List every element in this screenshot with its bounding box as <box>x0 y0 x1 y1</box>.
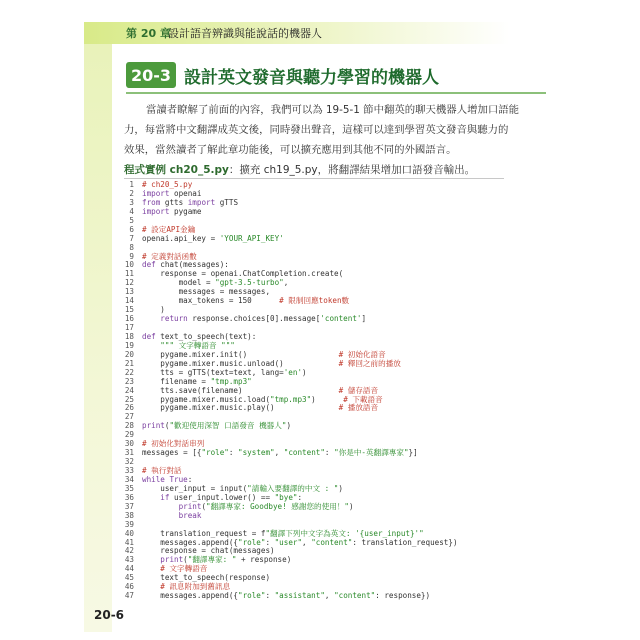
code-text: model = "gpt-3.5-turbo", <box>142 278 289 288</box>
code-line <box>124 315 504 324</box>
line-number: 26 <box>124 403 134 413</box>
code-text: # 文字轉語音 <box>142 564 208 574</box>
section-number-badge <box>126 62 176 88</box>
code-text: tts = gTTS(text=text, lang='en') <box>142 367 307 377</box>
line-number: 39 <box>124 519 134 529</box>
line-number: 2 <box>129 188 134 198</box>
code-text: # 初始化對話串列 <box>142 439 205 449</box>
line-number: 32 <box>124 457 134 467</box>
code-line <box>124 592 504 601</box>
section-title: 設計英文發音與聽力學習的機器人 <box>184 68 439 88</box>
line-number: 43 <box>124 555 134 565</box>
line-number: 37 <box>124 501 134 511</box>
line-number: 38 <box>124 510 134 520</box>
chapter-label: 第 20 章 <box>126 27 171 40</box>
line-number: 34 <box>124 474 134 484</box>
line-number: 4 <box>129 206 134 216</box>
code-text: print("歡迎使用深智 口語發音 機器人") <box>142 421 292 431</box>
line-number: 36 <box>124 492 134 502</box>
code-line <box>124 404 504 413</box>
line-number: 29 <box>124 430 134 440</box>
code-text: pygame.mixer.music.load("tmp.mp3") # 下載語音 <box>142 394 383 404</box>
code-text: # 定義對話函數 <box>142 251 197 261</box>
line-number: 31 <box>124 448 134 458</box>
code-text: messages.append({"role": "user", "content": translation_request}) <box>142 537 458 547</box>
page-number: 20-6 <box>94 608 125 622</box>
code-text: filename = "tmp.mp3" <box>142 376 252 386</box>
line-number: 44 <box>124 564 134 574</box>
line-number: 14 <box>124 296 134 306</box>
code-text: openai.api_key = 'YOUR_API_KEY' <box>142 233 284 243</box>
line-number: 10 <box>124 260 134 270</box>
code-text: def text_to_speech(text): <box>142 331 257 341</box>
code-text: import openai <box>142 188 202 198</box>
code-text: # 設定API金鑰 <box>142 224 196 234</box>
line-number: 40 <box>124 528 134 538</box>
code-text: while True: <box>142 474 193 484</box>
example-heading <box>124 162 475 177</box>
code-text: print("翻譯專家: " + response) <box>160 555 292 565</box>
code-line <box>124 235 504 244</box>
line-number: 27 <box>124 412 134 422</box>
example-label: 程式實例 ch20_5.py <box>124 164 229 176</box>
line-number: 15 <box>124 305 134 315</box>
line-number: 18 <box>124 331 134 341</box>
code-text: # 執行對話 <box>142 466 182 475</box>
code-text: messages = [{"role": "system", "content": "你是中-英翻譯專家"}] <box>142 448 418 458</box>
line-number: 42 <box>124 546 134 556</box>
code-line <box>124 449 504 458</box>
line-number: 8 <box>129 242 134 252</box>
code-text: ) <box>142 305 165 315</box>
line-number: 1 <box>129 180 134 189</box>
line-number: 30 <box>124 439 134 449</box>
line-number: 3 <box>129 197 134 207</box>
line-number: 41 <box>124 537 134 547</box>
code-listing <box>124 181 504 601</box>
paragraph-line: 當讀者瞭解了前面的內容，我們可以為 19-5-1 節中翻英的聊天機器人增加口語能 <box>146 104 520 116</box>
paragraph-line: 效果，當然讀者了解此章功能後，可以擴充應用到其他不同的外國語言。 <box>124 144 457 156</box>
line-number: 47 <box>124 591 134 601</box>
line-number: 11 <box>124 269 134 279</box>
code-text: pygame.mixer.music.unload() # 釋回之前的播放 <box>142 358 401 368</box>
chapter-title: 設計語音辨識與能說話的機器人 <box>168 27 322 40</box>
code-text: def chat(messages): <box>142 260 229 270</box>
line-number: 20 <box>124 349 134 359</box>
code-text: """ 文字轉語音 """ <box>160 340 235 350</box>
line-number: 13 <box>124 287 134 297</box>
code-text: user_input = input("請輸入要翻譯的中文 : ") <box>142 483 343 493</box>
line-number: 7 <box>129 233 134 243</box>
code-line <box>124 297 504 306</box>
code-text: messages.append({"role": "assistant", "content": response}) <box>142 591 431 601</box>
line-number: 21 <box>124 358 134 368</box>
line-number: 28 <box>124 421 134 431</box>
line-number: 5 <box>129 215 134 225</box>
code-text: pygame.mixer.init() # 初始化語音 <box>142 349 386 359</box>
code-text: # ch20_5.py <box>142 180 193 189</box>
line-number: 19 <box>124 340 134 350</box>
code-text: import pygame <box>142 206 202 216</box>
line-number: 25 <box>124 394 134 404</box>
code-text: max_tokens = 150 # 限制回應token數 <box>142 296 350 306</box>
code-text: from gtts import gTTS <box>142 197 239 207</box>
code-line <box>124 208 504 217</box>
side-color-strip <box>84 22 112 632</box>
example-divider <box>124 178 504 179</box>
code-text: print("翻譯專家: Goodbye! 感謝您的使用！") <box>178 501 354 511</box>
section-underline <box>126 92 546 94</box>
code-text: break <box>178 510 202 520</box>
line-number: 16 <box>124 314 134 324</box>
line-number: 17 <box>124 323 134 332</box>
line-number: 45 <box>124 573 134 583</box>
line-number: 6 <box>129 224 134 234</box>
line-number: 46 <box>124 582 134 592</box>
code-text: return response.choices[0].message['content'] <box>160 314 367 324</box>
code-text: response = openai.ChatCompletion.create( <box>142 269 344 279</box>
code-line <box>124 422 504 431</box>
line-number: 22 <box>124 367 134 377</box>
paragraph-line: 力，每當將中文翻譯成英文後，同時發出聲音，這樣可以達到學習英文發音與聽力的 <box>124 124 509 136</box>
line-number: 23 <box>124 376 134 386</box>
line-number: 9 <box>129 251 134 261</box>
line-number: 33 <box>124 466 134 475</box>
code-text: pygame.mixer.music.play() # 播放語音 <box>142 403 379 413</box>
line-number: 24 <box>124 385 134 395</box>
code-text: response = chat(messages) <box>142 546 275 556</box>
example-description: ：擴充 ch19_5.py，將翻譯結果增加口語發音輸出。 <box>228 164 476 176</box>
code-text: # 訊息附加到舊訊息 <box>142 582 231 592</box>
code-text: translation_request = f"翻譯下列中文字為英文: '{user_input}'" <box>142 528 424 538</box>
section-number: 20-3 <box>130 65 172 85</box>
code-text: text_to_speech(response) <box>142 573 271 583</box>
code-text: if user_input.lower() == "bye": <box>160 492 303 502</box>
code-text: tts.save(filename) # 儲存語音 <box>142 385 379 395</box>
code-line <box>124 512 504 521</box>
code-text: messages = messages, <box>142 287 271 297</box>
line-number: 35 <box>124 483 134 493</box>
line-number: 12 <box>124 278 134 288</box>
